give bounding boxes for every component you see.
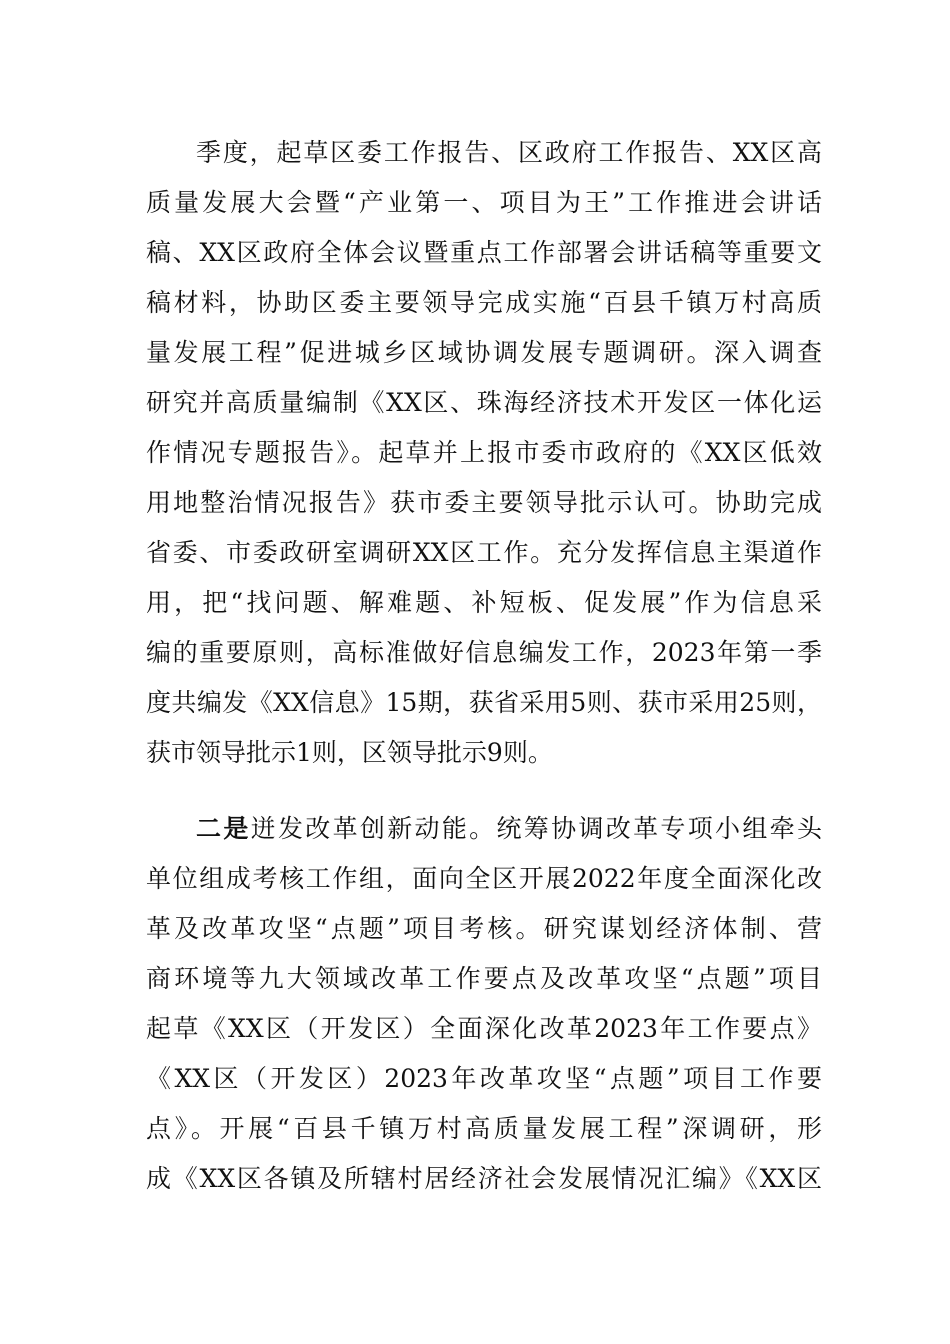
paragraph-1-line-12: 度共编发《XX信息》15期，获省采用5则、获市采用25则， [146,688,822,717]
paragraph-2-line-4: 商环境等九大领域改革工作要点及改革攻坚“点题”项目 [146,964,822,993]
paragraph-1-line-7: 作情况专题报告》。起草并上报市委市政府的《XX区低效 [146,438,822,467]
paragraph-2-line-7: 点》。开展“百县千镇万村高质量发展工程”深调研，形 [146,1114,822,1143]
paragraph-1-line-6: 研究并高质量编制《XX区、珠海经济技术开发区一体化运 [146,388,822,417]
paragraph-2-line-5: 起草《XX区（开发区）全面深化改革2023年工作要点》 [146,1014,822,1043]
paragraph-1-line-13: 获市领导批示1则，区领导批示9则。 [146,738,553,767]
paragraph-1-line-5: 量发展工程”促进城乡区域协调发展专题调研。深入调查 [146,338,822,367]
paragraph-1-line-4: 稿材料，协助区委主要领导完成实施“百县千镇万村高质 [146,288,822,317]
paragraph-2-line-3: 革及改革攻坚“点题”项目考核。研究谋划经济体制、营 [146,914,822,943]
paragraph-1-line-3: 稿、XX区政府全体会议暨重点工作部署会讲话稿等重要文 [146,238,822,267]
paragraph-1-line-1: 季度，起草区委工作报告、区政府工作报告、XX区高 [196,138,822,167]
paragraph-2-line-1 [196,804,822,854]
paragraph-2-lead: 二是 [196,814,251,843]
paragraph-2-first-line-text: 迸发改革创新动能。统筹协调改革专项小组牵头 [250,814,822,843]
paragraph-1-line-10: 用，把“找问题、解难题、补短板、促发展”作为信息采 [146,588,822,617]
paragraph-1-line-2: 质量发展大会暨“产业第一、项目为王”工作推进会讲话 [146,188,822,217]
paragraph-2-line-8: 成《XX区各镇及所辖村居经济社会发展情况汇编》《XX区 [146,1164,822,1193]
paragraph-1-line-11: 编的重要原则，高标准做好信息编发工作，2023年第一季 [146,638,822,667]
paragraph-2-line-2: 单位组成考核工作组，面向全区开展2022年度全面深化改 [146,864,822,893]
paragraph-1-line-9: 省委、市委政研室调研XX区工作。充分发挥信息主渠道作 [146,538,822,567]
paragraph-1-line-8: 用地整治情况报告》获市委主要领导批示认可。协助完成 [146,488,822,517]
paragraph-2-line-6: 《XX区（开发区）2023年改革攻坚“点题”项目工作要 [146,1064,822,1093]
